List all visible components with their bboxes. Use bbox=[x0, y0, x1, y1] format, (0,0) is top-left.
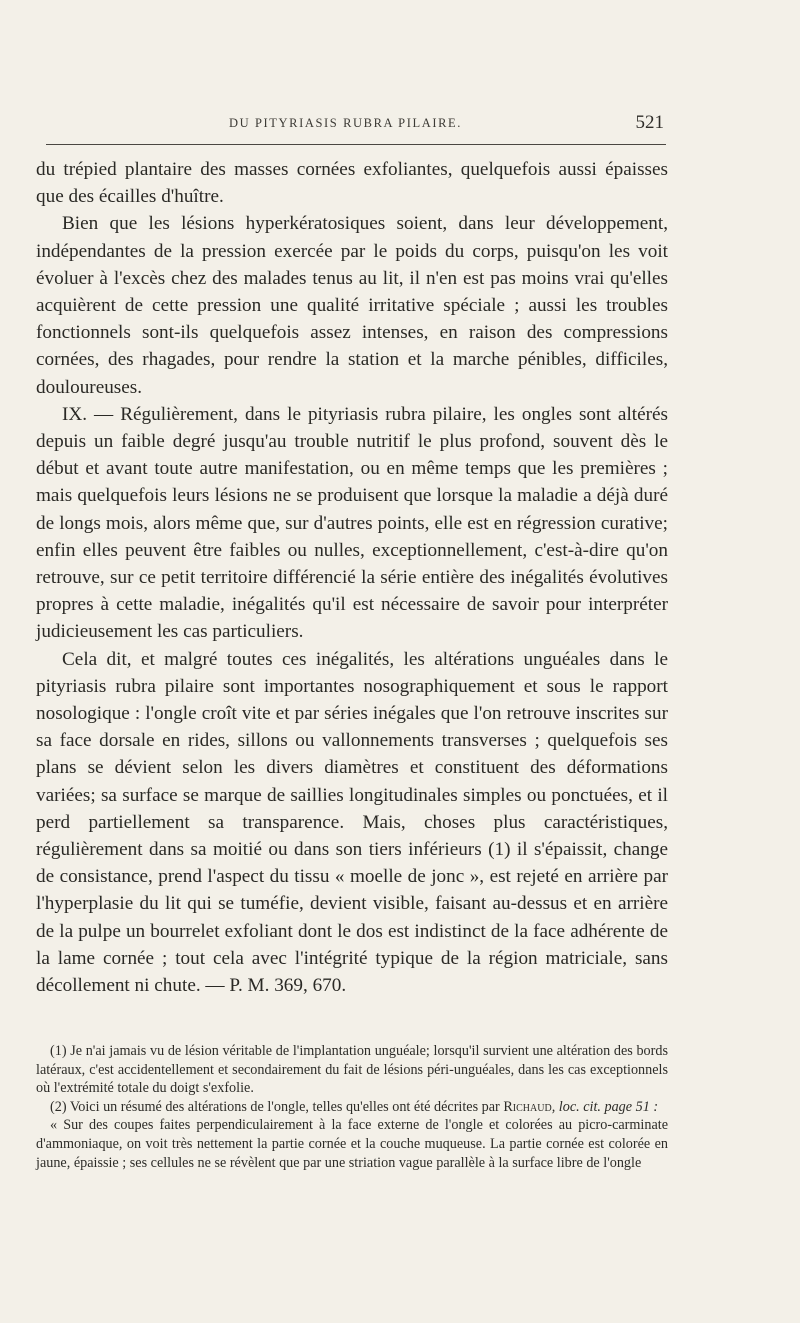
footnote-2 bbox=[36, 1098, 668, 1117]
page-number: 521 bbox=[635, 112, 664, 133]
footnote-2-author: Richaud bbox=[503, 1098, 552, 1115]
main-text bbox=[36, 156, 668, 999]
paragraph-nail-alterations: Cela dit, et malgré toutes ces inégalités, les altérations unguéales dans le pityriasis rubra pilaire sont importantes nosographiquement et sous le rapport nosologique : l'ongle croît vite et par séries inégales que l'on retrouve inscrites sur sa face dorsale en rides, sillons ou vallonnements transverses ; quelquefois ses plans se dévient selon les divers diamètres et constituent des déformations variées; sa surface se marque de saillies longitudinales simples ou ponctuées, et il perd partiellement sa transparence. Mais, choses plus caractéristiques, régulièrement dans sa moitié ou dans son tiers inférieurs (1) il s'épaissit, change de consistance, prend l'aspect du tissu « moelle de jonc », est rejeté en arrière par l'hyperplasie du lit qui se tuméfie, devient visible, faisant au-dessus et en arrière de la pulpe un bourrelet exfoliant dont le dos est indistinct de la face adhérente de la lame cornée ; tout cela avec l'intégrité typique de la région matriciale, sans décollement ni chute. — P. M. 369, 670. bbox=[36, 648, 668, 997]
footnote-2-reference: , loc. cit. page 51 : bbox=[551, 1098, 659, 1115]
paragraph-continuation: du trépied plantaire des masses cornées exfoliantes, quelquefois aussi épaisses que des écailles d'huître. bbox=[36, 159, 668, 208]
footnote-1: (1) Je n'ai jamais vu de lésion véritable de l'implantation unguéale; lorsqu'il survient une altération des bords latéraux, c'est accidentellement et secondairement du fait de lésions péri-unguéales, dans les cas exceptionnels où l'extrémité totale du doigt s'exfolie. bbox=[36, 1043, 668, 1097]
paragraph-hyperkeratosis: Bien que les lésions hyperkératosiques soient, dans leur développement, indépendantes de la pression exercée par le poids du corps, puisqu'on les voit évoluer à l'excès chez des malades tenus au lit, il n'en est pas moins vrai qu'elles acquièrent de cette pression une qualité irritative spéciale ; aussi les troubles fonctionnels sont-ils quelquefois assez intenses, en raison des compressions cornées, des rhagades, pour rendre la station et la marche pénibles, difficiles, douloureuses. bbox=[36, 213, 668, 398]
running-title: DU PITYRIASIS RUBRA PILAIRE. bbox=[229, 116, 463, 130]
book-page bbox=[36, 0, 668, 1323]
footnote-2-intro: (2) Voici un résumé des altérations de l'ongle, telles qu'elles ont été décrites par bbox=[50, 1098, 500, 1115]
footnote-2-quote: « Sur des coupes faites perpendiculairement à la face externe de l'ongle et colorées au picro-carminate d'ammoniaque, on voit très nettement la partie cornée et la couche muqueuse. La partie cornée est colorée en jaune, épaissie ; ses cellules ne se révèlent que par une striation vague parallèle à la surface libre de l'ongle bbox=[36, 1117, 668, 1171]
running-head bbox=[36, 112, 668, 136]
footnotes bbox=[36, 1042, 668, 1172]
header-rule bbox=[46, 144, 666, 145]
paragraph-section-ix: IX. — Régulièrement, dans le pityriasis rubra pilaire, les ongles sont altérés depuis un faible degré jusqu'au trouble nutritif le plus profond, souvent dès le début et avant toute autre manifestation, ou en même temps que les premières ; mais quelquefois leurs lésions ne se produisent que lorsque la maladie a déjà duré de longs mois, alors même que, sur d'autres points, elle est en régression curative; enfin elles peuvent être faibles ou nulles, exceptionnellement, c'est-à-dire qu'on retrouve, sur ce petit territoire différencié la série entière des inégalités évolutives propres à cette maladie, inégalités qu'il est nécessaire de savoir pour interpréter judicieusement les cas particuliers. bbox=[36, 403, 668, 643]
